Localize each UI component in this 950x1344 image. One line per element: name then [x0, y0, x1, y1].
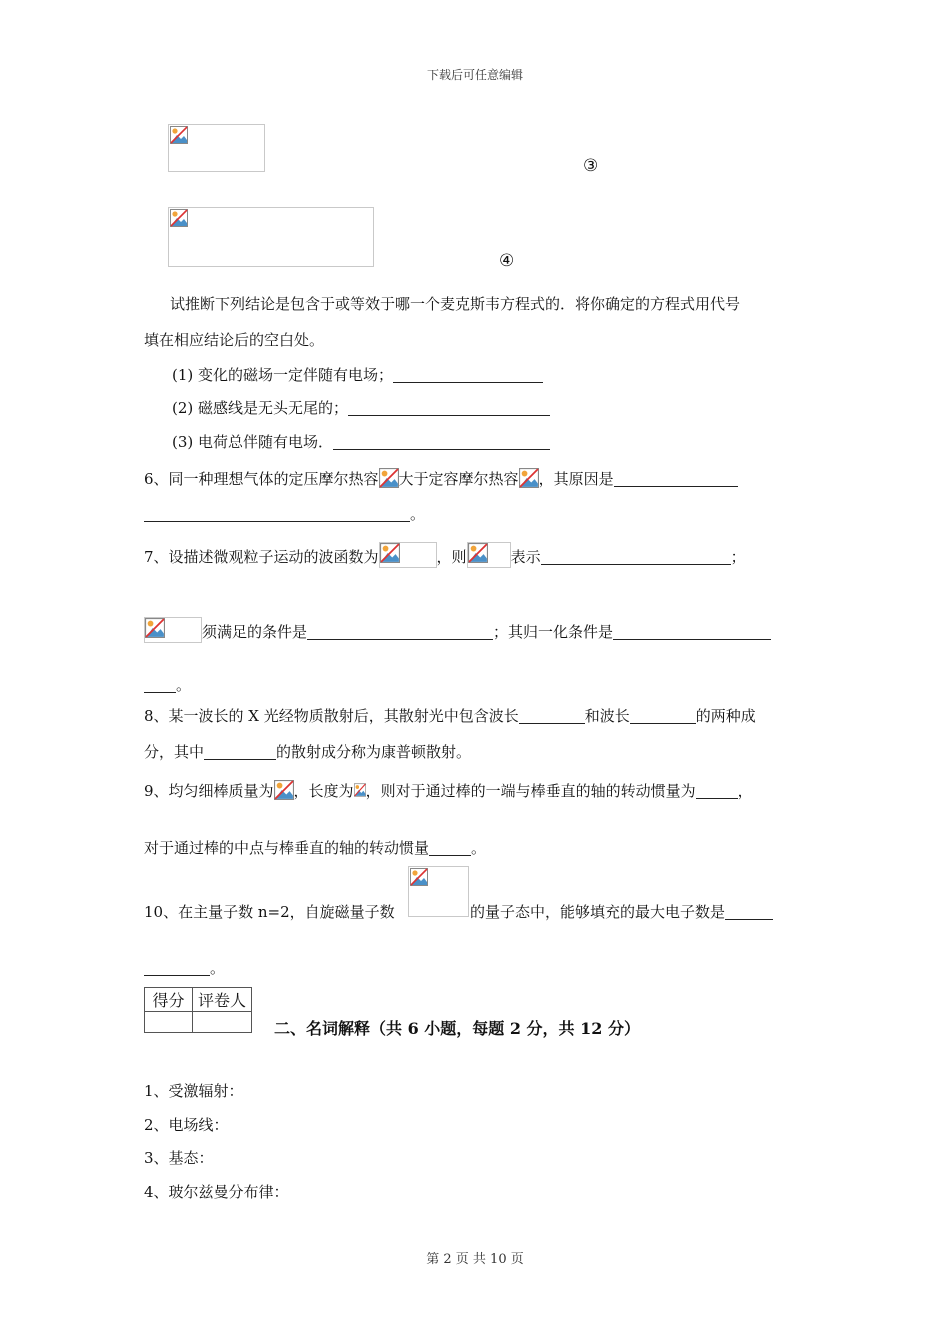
q8-text-2: 和波长: [584, 707, 630, 725]
q6-blank-1[interactable]: [614, 470, 738, 487]
q6-text-2: 大于定容摩尔热容: [398, 470, 519, 488]
q9-text-2: ，长度为: [293, 782, 354, 800]
q8-text-1: 8、某一波长的 X 光经物质散射后，其散射光中包含波长: [144, 707, 519, 725]
q6-line2: [144, 504, 425, 524]
q5-blank-1[interactable]: [393, 366, 543, 383]
q6-text-1: 6、同一种理想气体的定压摩尔热容: [144, 470, 379, 488]
q5-item-1: [172, 365, 543, 385]
q8-text-4: 分，其中: [144, 743, 205, 761]
q9-line1: [144, 780, 753, 801]
q8-line2: [144, 742, 471, 762]
q9-blank-2[interactable]: [429, 839, 471, 856]
q7-blank-1[interactable]: [541, 548, 731, 565]
page-header: 下载后可任意编辑: [426, 68, 523, 82]
equation-3-image: [168, 124, 265, 172]
broken-image-icon: [145, 618, 165, 638]
q10-blank-2[interactable]: [144, 959, 210, 976]
q7-line2: [144, 617, 771, 643]
q7-text-2: ，则: [436, 548, 467, 566]
q7-text-1: 7、设描述微观粒子运动的波函数为: [144, 548, 379, 566]
term-item: 1、受激辐射：: [144, 1082, 244, 1100]
q7-blank-4[interactable]: [144, 676, 176, 693]
section-2-title: 二、名词解释（共 6 小题，每题 2 分，共 12 分）: [274, 1019, 640, 1038]
q10-blank-1[interactable]: [725, 903, 773, 920]
equation-4-label: ④: [499, 251, 515, 271]
q8-text-3: 的两种成: [695, 707, 756, 725]
q7-line3: [144, 675, 191, 695]
q9-text-5: 对于通过棒的中点与棒垂直的轴的转动惯量: [144, 839, 430, 857]
q8-blank-1[interactable]: [519, 707, 585, 724]
score-header: 得分: [145, 988, 193, 1012]
term-item: 3、基态：: [144, 1149, 214, 1167]
term-item: 4、玻尔兹曼分布律：: [144, 1183, 289, 1201]
term-item: 2、电场线：: [144, 1116, 229, 1134]
q5-item-3-text: (3) 电荷总伴随有电场．: [172, 433, 334, 451]
q7-line1: [144, 542, 746, 568]
equation-4-image: [168, 207, 374, 267]
q8-text-5: 的散射成分称为康普顿散射。: [276, 743, 472, 761]
q5-blank-3[interactable]: [333, 433, 550, 450]
q8-blank-3[interactable]: [204, 743, 276, 760]
q7-blank-2[interactable]: [307, 623, 493, 640]
q8-blank-2[interactable]: [630, 707, 696, 724]
q9-text-3: ，则对于通过棒的一端与棒垂直的轴的转动惯量为: [365, 782, 696, 800]
q9-blank-1[interactable]: [696, 782, 738, 799]
q9-text-6: 。: [471, 839, 487, 857]
probability-density-image: [467, 542, 511, 568]
q6-blank-2[interactable]: [144, 505, 410, 522]
q5-blank-2[interactable]: [348, 399, 550, 416]
wave-function-image: [379, 542, 437, 568]
q5-item-2-text: (2) 磁感线是无头无尾的；: [172, 399, 349, 417]
q10-text-2: 的量子态中，能够填充的最大电子数是: [470, 903, 726, 921]
q5-item-1-text: (1) 变化的磁场一定伴随有电场；: [172, 366, 394, 384]
grader-header: 评卷人: [193, 988, 252, 1012]
q5-intro-line2: 填在相应结论后的空白处。: [144, 331, 325, 349]
broken-image-icon: [170, 126, 188, 144]
q9-line2: [144, 838, 486, 858]
grader-cell[interactable]: [193, 1012, 252, 1033]
wave-function-image-2: [144, 617, 202, 643]
broken-image-icon: [380, 543, 400, 563]
broken-image-icon: [170, 209, 188, 227]
q7-text-3: 表示: [510, 548, 541, 566]
q10-text-1: 10、在主量子数 n=2，自旋磁量子数: [144, 903, 395, 921]
page-footer: 第 2 页 共 10 页: [426, 1252, 524, 1267]
q7-end: 。: [176, 676, 192, 694]
spin-quantum-number-image: [408, 866, 469, 917]
broken-image-icon: [519, 468, 539, 488]
q5-intro-line1: 试推断下列结论是包含于或等效于哪一个麦克斯韦方程式的．将你确定的方程式用代号: [170, 295, 741, 313]
q5-item-3: [172, 432, 550, 452]
score-cell[interactable]: [145, 1012, 193, 1033]
broken-image-icon: [379, 468, 399, 488]
broken-image-icon: [274, 780, 294, 800]
q9-text-1: 9、均匀细棒质量为: [144, 782, 274, 800]
q6-text-3: ，其原因是: [538, 470, 614, 488]
equation-3-label: ③: [583, 156, 599, 176]
q10-end: 。: [210, 959, 226, 977]
q6-end: 。: [410, 505, 426, 523]
q10-line1-right: [470, 902, 773, 922]
q8-line1: [144, 706, 756, 726]
q9-text-4: ，: [737, 782, 753, 800]
broken-image-icon: [354, 780, 366, 800]
q6-line1: [144, 468, 738, 489]
score-table: [144, 987, 252, 1033]
q7-text-5: 须满足的条件是: [202, 623, 308, 641]
broken-image-icon: [410, 868, 428, 886]
q7-blank-3[interactable]: [613, 623, 771, 640]
q10-line2: [144, 958, 225, 978]
q7-text-6: ；其归一化条件是: [493, 623, 614, 641]
q5-item-2: [172, 398, 550, 418]
broken-image-icon: [468, 543, 488, 563]
q7-text-4: ；: [730, 548, 746, 566]
